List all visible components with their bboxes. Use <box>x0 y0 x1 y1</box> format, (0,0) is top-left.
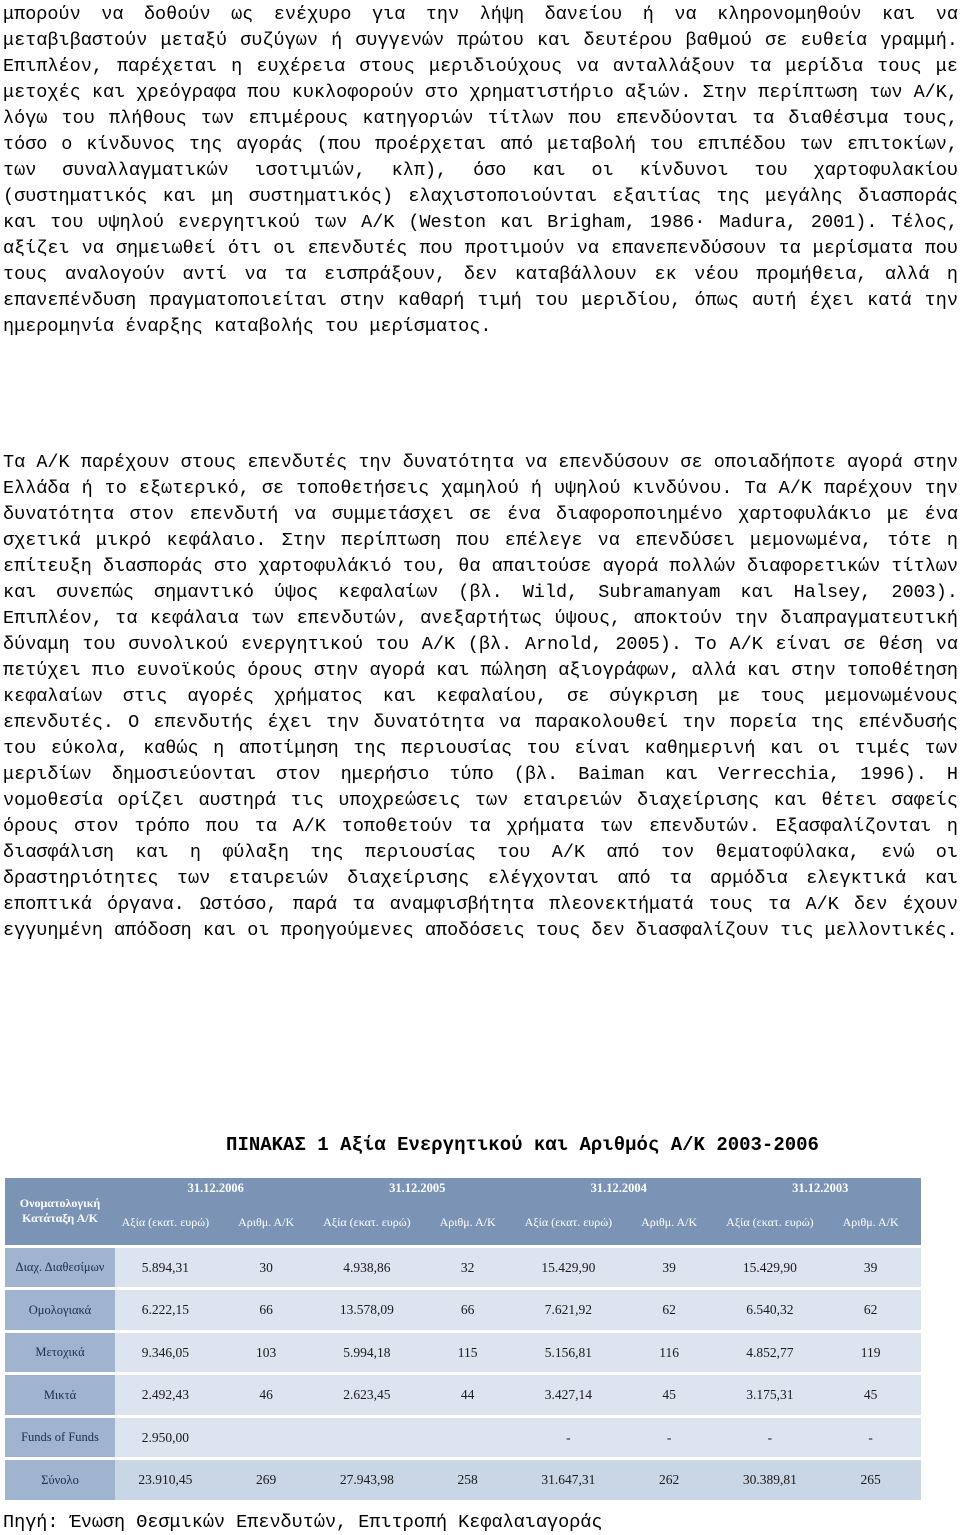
count-cell: 258 <box>417 1457 518 1500</box>
value-cell: 2.623,45 <box>317 1372 418 1415</box>
value-cell: 31.647,31 <box>518 1457 619 1500</box>
value-cell: 27.943,98 <box>317 1457 418 1500</box>
value-cell: 5.994,18 <box>317 1330 418 1373</box>
count-cell: 262 <box>619 1457 720 1500</box>
count-cell: 46 <box>216 1372 317 1415</box>
date-header: 31.12.2004 <box>518 1178 720 1198</box>
count-cell: 44 <box>417 1372 518 1415</box>
value-cell: 3.427,14 <box>518 1372 619 1415</box>
count-cell: 45 <box>619 1372 720 1415</box>
value-cell: 5.156,81 <box>518 1330 619 1373</box>
row-label: Μικτά <box>5 1372 115 1415</box>
count-header: Αριθμ. Α/Κ <box>417 1198 518 1245</box>
count-header: Αριθμ. Α/Κ <box>216 1198 317 1245</box>
table-row <box>5 1287 921 1330</box>
count-cell: 45 <box>820 1372 921 1415</box>
table-row <box>5 1372 921 1415</box>
value-cell: 30.389,81 <box>720 1457 821 1500</box>
value-cell: 7.621,92 <box>518 1287 619 1330</box>
paragraph-2: Τα Α/Κ παρέχουν στους επενδυτές την δυνατότητα να επενδύσουν σε οποιαδήποτε αγορά στην Ελλάδα ή το εξωτερικό, σε τοποθετήσεις χαμηλού ή υψηλού κινδύνου. Τα Α/Κ παρέχουν την δυνατότητα στον επενδυτή να συμμετάσχει σε ένα διαφοροποιημένο χαρτοφυλάκιο με ένα σχετικά μικρό κεφάλαιο. Στην περίπτωση που επέλεγε να επενδύσει μεμονωμένα, τότε η επίτευξη διασποράς στο χαρτοφυλάκιό του, θα απαιτούσε αγορά πολλών διαφορετικών τίτλων και συνεπώς σημαντικό ύψος κεφαλαίων (βλ. Wild, Subramanyam και Halsey, 2003). Επιπλέον, τα κεφάλαια των επενδυτών, ανεξαρτήτως ύψους, αποκτούν την διαπραγματευτική δύναμη του συνολικού ενεργητικού του Α/Κ (βλ. Arnold, 2005). Το Α/Κ είναι σε θέση να πετύχει πιο ευνοϊκούς όρους στην αγορά και πώληση αξιογράφων, αλλά και στην τοποθέτηση κεφαλαίων στις αγορές χρήματος και κεφαλαίου, σε σύγκριση με τους μεμονωμένους επενδυτές. Ο επενδυτής έχει την δυνατότητα να παρακολουθεί την πορεία της επένδυσής του εύκολα, καθώς η αποτίμηση της περιουσίας του είναι καθημερινή και οι τιμές των μεριδίων δημοσιεύονται στον ημερήσιο τύπο (βλ. Baiman και Verrecchia, 1996). Η νομοθεσία ορίζει αυστηρά τις υποχρεώσεις των εταιρειών διαχείρισης και θέτει σαφείς όρους στον τρόπο που τα Α/Κ τοποθετούν τα χρήματα των επενδυτών. Εξασφαλίζονται η διασφάλιση και η φύλαξη της περιουσίας του Α/Κ από τον θεματοφύλακα, ενώ οι δραστηριότητες των εταιρειών διαχείρισης ελέγχονται από τα αρμόδια ελεγκτικά και εποπτικά όργανα. Ωστόσο, παρά τα αναμφισβήτητα πλεονεκτήματά τους τα Α/Κ δεν έχουν εγγυημένη απόδοση και οι προηγούμενες αποδόσεις τους δεν διασφαλίζουν τις μελλοντικές. <box>3 452 958 941</box>
value-cell: 15.429,90 <box>720 1245 821 1288</box>
paragraph-1: μπορούν να δοθούν ως ενέχυρο για την λήψη δανείου ή να κληρονομηθούν και να μεταβιβαστούν μεταξύ συζύγων ή συγγενών πρώτου και δευτέρου βαθμού σε ευθεία γραμμή. Επιπλέον, παρέχεται η ευχέρεια στους μεριδιούχους να ανταλλάξουν τα μερίδια τους με μετοχές και χρεόγραφα που κυκλοφορούν στο χρηματιστήριο αξιών. Στην περίπτωση των Α/Κ, λόγω του πλήθους των επιμέρους κατηγοριών τίτλων που επενδύονται τα διαθέσιμα τους, τόσο ο κίνδυνος της αγοράς (που προέρχεται από μεταβολή του επιπέδου των επιτοκίων, των συναλλαγματικών ισοτιμιών, κλπ), όσο και οι κίνδυνοι του χαρτοφυλακίου (συστηματικός και μη συστηματικός) ελαχιστοποιούνται εξαιτίας της μεγάλης διασποράς και του υψηλού ενεργητικού των Α/Κ (Weston και Brigham, 1986· Madura, 2001). Τέλος, αξίζει να σημειωθεί ότι οι επενδυτές που προτιμούν να επανεπενδύσουν τα μερίσματα που τους αναλογούν αντί να τα εισπράξουν, δεν καταβάλλουν εκ νέου προμήθεια, αλλά η επανεπένδυση πραγματοποιείται στην καθαρή τιμή του μεριδίου, όπως αυτή έχει κατά την ημερομηνία έναρξης καταβολής του μερίσματος. <box>3 4 958 337</box>
count-cell: 116 <box>619 1330 720 1373</box>
row-label: Ομολογιακά <box>5 1287 115 1330</box>
value-cell <box>317 1415 418 1458</box>
count-cell <box>216 1415 317 1458</box>
count-cell: 30 <box>216 1245 317 1288</box>
count-cell: 39 <box>820 1245 921 1288</box>
value-cell: 6.540,32 <box>720 1287 821 1330</box>
value-cell: 3.175,31 <box>720 1372 821 1415</box>
table-row <box>5 1330 921 1373</box>
count-cell: 62 <box>820 1287 921 1330</box>
value-cell: 5.894,31 <box>115 1245 216 1288</box>
row-label: Σύνολο <box>5 1457 115 1500</box>
table-row <box>5 1245 921 1288</box>
count-cell: 62 <box>619 1287 720 1330</box>
value-cell: 2.492,43 <box>115 1372 216 1415</box>
row-label: Διαχ. Διαθεσίμων <box>5 1245 115 1288</box>
value-cell: 2.950,00 <box>115 1415 216 1458</box>
date-header: 31.12.2005 <box>317 1178 519 1198</box>
date-header: 31.12.2006 <box>115 1178 317 1198</box>
assets-table <box>5 1178 921 1500</box>
table-body <box>5 1245 921 1500</box>
table-row <box>5 1457 921 1500</box>
count-cell: 269 <box>216 1457 317 1500</box>
value-cell: 9.346,05 <box>115 1330 216 1373</box>
count-cell: - <box>820 1415 921 1458</box>
value-header: Αξία (εκατ. ευρώ) <box>115 1198 216 1245</box>
table-source: Πηγή: Ένωση Θεσμικών Επενδυτών, Επιτροπή Κεφαλαιαγοράς <box>3 1512 603 1533</box>
value-header: Αξία (εκατ. ευρώ) <box>317 1198 418 1245</box>
row-label: Μετοχικά <box>5 1330 115 1373</box>
count-cell: 66 <box>216 1287 317 1330</box>
value-cell: 15.429,90 <box>518 1245 619 1288</box>
value-cell: 13.578,09 <box>317 1287 418 1330</box>
date-header: 31.12.2003 <box>720 1178 922 1198</box>
count-header: Αριθμ. Α/Κ <box>619 1198 720 1245</box>
value-cell: 23.910,45 <box>115 1457 216 1500</box>
value-cell: 6.222,15 <box>115 1287 216 1330</box>
value-cell: 4.852,77 <box>720 1330 821 1373</box>
value-header: Αξία (εκατ. ευρώ) <box>518 1198 619 1245</box>
value-cell: - <box>518 1415 619 1458</box>
count-cell: 119 <box>820 1330 921 1373</box>
value-header: Αξία (εκατ. ευρώ) <box>720 1198 821 1245</box>
table-corner-header: Ονοματολογική Κατάταξη Α/Κ <box>5 1178 115 1245</box>
table-row <box>5 1415 921 1458</box>
count-cell: 265 <box>820 1457 921 1500</box>
count-cell <box>417 1415 518 1458</box>
count-cell: 32 <box>417 1245 518 1288</box>
count-cell: 115 <box>417 1330 518 1373</box>
count-cell: 66 <box>417 1287 518 1330</box>
count-cell: 39 <box>619 1245 720 1288</box>
value-cell: - <box>720 1415 821 1458</box>
count-header: Αριθμ. Α/Κ <box>820 1198 921 1245</box>
count-cell: - <box>619 1415 720 1458</box>
row-label: Funds of Funds <box>5 1415 115 1458</box>
value-cell: 4.938,86 <box>317 1245 418 1288</box>
count-cell: 103 <box>216 1330 317 1373</box>
table-caption: ΠΙΝΑΚΑΣ 1 Αξία Ενεργητικού και Αριθμός Α/Κ 2003-2006 <box>226 1134 819 1156</box>
